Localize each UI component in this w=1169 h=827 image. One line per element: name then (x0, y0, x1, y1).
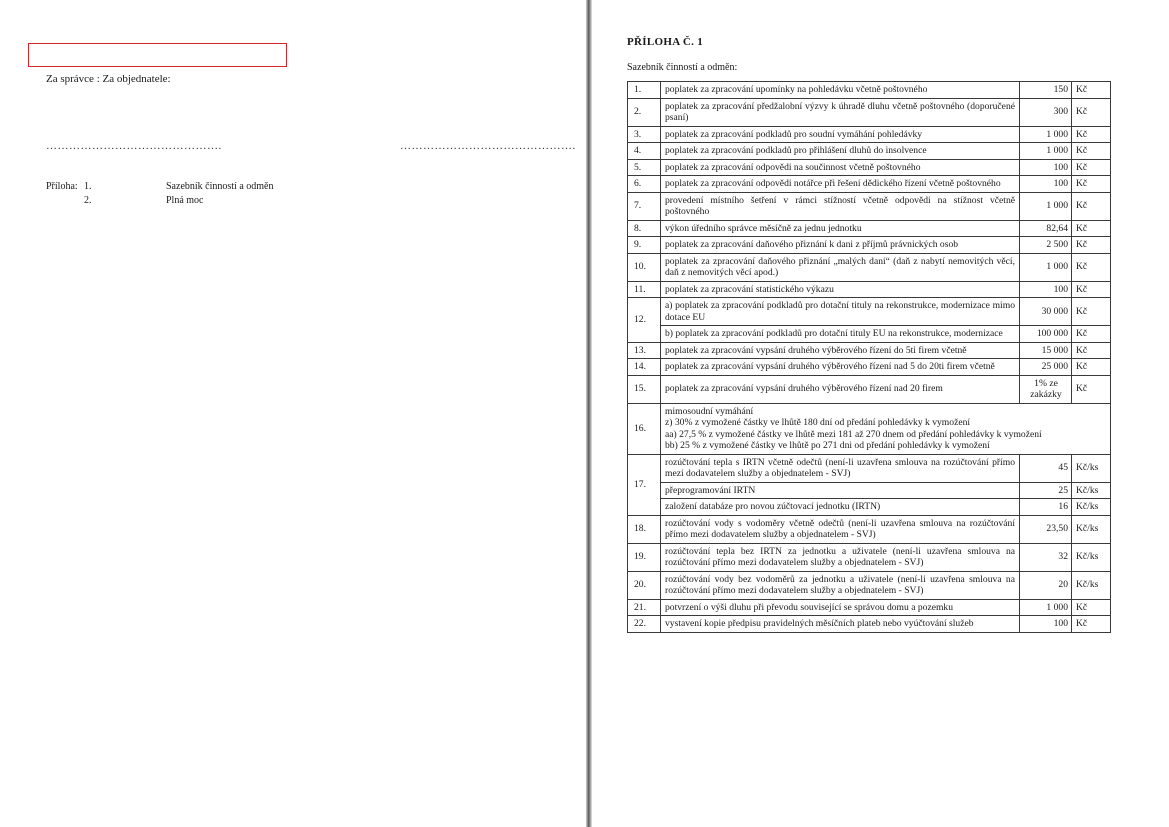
row-amount: 82,64 (1020, 220, 1072, 237)
row-number: 9. (628, 237, 661, 254)
row-number: 6. (628, 176, 661, 193)
row-amount: 23,50 (1020, 515, 1072, 543)
row-unit: Kč (1072, 176, 1111, 193)
row-number: 2. (628, 98, 661, 126)
right-page (592, 0, 1169, 827)
row-number: 11. (628, 281, 661, 298)
row-number: 20. (628, 571, 661, 599)
row-description (661, 403, 1111, 454)
row-number: 4. (628, 143, 661, 160)
row-number: 10. (628, 253, 661, 281)
row-number: 17. (628, 454, 661, 515)
row-description: potvrzení o výši dluhu při převodu související se správou domu a pozemku (661, 599, 1020, 616)
row-amount: 32 (1020, 543, 1072, 571)
row-unit: Kč/ks (1072, 543, 1111, 571)
row-amount: 1 000 (1020, 192, 1072, 220)
row-description: poplatek za zpracování předžalobní výzvy k úhradě dluhu včetně poštovného (doporučené psaní) (661, 98, 1020, 126)
row-number: 22. (628, 616, 661, 633)
table-row (628, 143, 1111, 160)
row-description: provedení místního šetření v rámci stížností včetně odpovědi na stížnost včetně poštovného (661, 192, 1020, 220)
row-unit: Kč (1072, 220, 1111, 237)
row-description: rozúčtování vody bez vodoměrů za jednotku a uživatele (není-li uzavřena smlouva na rozúčtování přímo mezi dodavatelem služby a objednatelem - SVJ) (661, 571, 1020, 599)
table-row (628, 543, 1111, 571)
row-unit: Kč/ks (1072, 515, 1111, 543)
row-number: 7. (628, 192, 661, 220)
table-row (628, 98, 1111, 126)
table-row (628, 482, 1111, 499)
row-description: vystavení kopie předpisu pravidelných měsíčních plateb nebo vyúčtování služeb (661, 616, 1020, 633)
row-description: poplatek za zpracování podkladů pro soudní vymáhání pohledávky (661, 126, 1020, 143)
row-description: a) poplatek za zpracování podkladů pro dotační tituly na rekonstrukce, modernizace mimo dotace EU (661, 298, 1020, 326)
row-number: 21. (628, 599, 661, 616)
row-description: poplatek za zpracování vypsání druhého výběrového řízení nad 20 firem (661, 375, 1020, 403)
table-row (628, 616, 1111, 633)
table-row (628, 281, 1111, 298)
row-unit: Kč (1072, 375, 1111, 403)
table-row (628, 298, 1111, 326)
row-unit: Kč (1072, 342, 1111, 359)
row-number: 5. (628, 159, 661, 176)
row-amount: 25 (1020, 482, 1072, 499)
row-description: výkon úředního správce měsíčně za jednu jednotku (661, 220, 1020, 237)
table-row (628, 326, 1111, 343)
attachment-number: 1. (84, 181, 92, 192)
table-row (628, 454, 1111, 482)
row-amount: 150 (1020, 82, 1072, 99)
row-unit: Kč (1072, 298, 1111, 326)
row-amount: 100 000 (1020, 326, 1072, 343)
row-number: 13. (628, 342, 661, 359)
row-description: založení databáze pro novou zúčtovací jednotku (IRTN) (661, 499, 1020, 516)
row-unit: Kč (1072, 616, 1111, 633)
row-amount: 1 000 (1020, 126, 1072, 143)
row-number: 18. (628, 515, 661, 543)
table-row (628, 403, 1111, 454)
page-title: PŘÍLOHA Č. 1 (627, 36, 704, 48)
row-description: poplatek za zpracování daňového přiznání k dani z příjmů právnických osob (661, 237, 1020, 254)
row-unit: Kč/ks (1072, 571, 1111, 599)
row-unit: Kč/ks (1072, 499, 1111, 516)
row-description: poplatek za zpracování odpovědi na součinnost včetně poštovného (661, 159, 1020, 176)
row-number: 19. (628, 543, 661, 571)
row-description: poplatek za zpracování daňového přiznání „malých daní“ (daň z nabytí nemovitých věcí, daň z nemovitých věcí apod.) (661, 253, 1020, 281)
row-unit: Kč (1072, 599, 1111, 616)
row-number: 12. (628, 298, 661, 343)
table-row (628, 220, 1111, 237)
table-row (628, 342, 1111, 359)
table-row (628, 515, 1111, 543)
table-row (628, 253, 1111, 281)
description-line: mimosoudní vymáhání (665, 405, 754, 417)
row-amount: 100 (1020, 616, 1072, 633)
fee-table (627, 81, 1111, 633)
row-unit: Kč (1072, 159, 1111, 176)
row-unit: Kč/ks (1072, 454, 1111, 482)
table-row (628, 82, 1111, 99)
row-description: b) poplatek za zpracování podkladů pro dotační tituly EU na rekonstrukce, modernizace (661, 326, 1020, 343)
row-description: přeprogramování IRTN (661, 482, 1020, 499)
table-row (628, 359, 1111, 376)
description-line: aa) 27,5 % z vymožené částky ve lhůtě mezi 181 až 270 dnem od předání pohledávky k vymožení (665, 428, 1042, 440)
row-amount: 25 000 (1020, 359, 1072, 376)
description-line: z) 30% z vymožené částky ve lhůtě 180 dní od předání pohledávky k vymožení (665, 417, 971, 428)
description-line: bb) 25 % z vymožené částky ve lhůtě po 271 dni od předání pohledávky k vymožení (665, 440, 990, 451)
signature-line-right: ………………………………………. (400, 140, 576, 152)
table-row (628, 159, 1111, 176)
row-unit: Kč (1072, 82, 1111, 99)
row-amount: 45 (1020, 454, 1072, 482)
signature-line-left: ………………………………………. (46, 140, 222, 152)
row-amount: 1% ze zakázky (1020, 375, 1072, 403)
row-amount: 1 000 (1020, 253, 1072, 281)
table-row (628, 176, 1111, 193)
row-unit: Kč (1072, 237, 1111, 254)
table-row (628, 375, 1111, 403)
table-row (628, 599, 1111, 616)
row-unit: Kč (1072, 192, 1111, 220)
row-amount: 15 000 (1020, 342, 1072, 359)
row-unit: Kč (1072, 326, 1111, 343)
row-description: rozúčtování vody s vodoměry včetně odečtů (není-li uzavřena smlouva na rozúčtování přímo mezi dodavatelem služby a objednatelem - SVJ) (661, 515, 1020, 543)
row-description: rozúčtování tepla bez IRTN za jednotku a uživatele (není-li uzavřena smlouva na rozúčtování přímo mezi dodavatelem služby a objednatelem - SVJ) (661, 543, 1020, 571)
row-amount: 1 000 (1020, 143, 1072, 160)
row-number: 8. (628, 220, 661, 237)
row-amount: 1 000 (1020, 599, 1072, 616)
table-row (628, 499, 1111, 516)
row-description: poplatek za zpracování statistického výkazu (661, 281, 1020, 298)
row-unit: Kč/ks (1072, 482, 1111, 499)
attachment-number: 2. (84, 195, 92, 206)
row-number: 3. (628, 126, 661, 143)
attachment-text: Plná moc (166, 195, 204, 206)
attachments-label: Příloha: (46, 181, 78, 192)
row-number: 16. (628, 403, 661, 454)
table-row (628, 237, 1111, 254)
row-amount: 20 (1020, 571, 1072, 599)
row-description: poplatek za zpracování odpovědi notářce při řešení dědického řízení včetně poštovného (661, 176, 1020, 193)
highlight-box (28, 43, 287, 67)
table-row (628, 571, 1111, 599)
row-unit: Kč (1072, 253, 1111, 281)
row-unit: Kč (1072, 359, 1111, 376)
row-unit: Kč (1072, 126, 1111, 143)
row-amount: 30 000 (1020, 298, 1072, 326)
table-row (628, 192, 1111, 220)
row-amount: 2 500 (1020, 237, 1072, 254)
row-description: poplatek za zpracování vypsání druhého výběrového řízení nad 5 do 20ti firem včetně (661, 359, 1020, 376)
row-unit: Kč (1072, 281, 1111, 298)
table-row (628, 126, 1111, 143)
row-number: 15. (628, 375, 661, 403)
row-description: poplatek za zpracování upomínky na pohledávku včetně poštovného (661, 82, 1020, 99)
row-amount: 100 (1020, 176, 1072, 193)
row-description: poplatek za zpracování podkladů pro přihlášení dluhů do insolvence (661, 143, 1020, 160)
page-subtitle: Sazebník činností a odměn: (627, 62, 738, 73)
row-number: 1. (628, 82, 661, 99)
row-amount: 16 (1020, 499, 1072, 516)
row-amount: 100 (1020, 281, 1072, 298)
row-unit: Kč (1072, 98, 1111, 126)
attachment-text: Sazebník činností a odměn (166, 181, 274, 192)
row-description: poplatek za zpracování vypsání druhého výběrového řízení do 5ti firem včetně (661, 342, 1020, 359)
signatories-label: Za správce : Za objednatele: (46, 73, 171, 85)
row-number: 14. (628, 359, 661, 376)
row-amount: 300 (1020, 98, 1072, 126)
row-description: rozúčtování tepla s IRTN včetně odečtů (není-li uzavřena smlouva na rozúčtování přímo mezi dodavatelem služby a objednatelem - SVJ) (661, 454, 1020, 482)
row-amount: 100 (1020, 159, 1072, 176)
row-unit: Kč (1072, 143, 1111, 160)
